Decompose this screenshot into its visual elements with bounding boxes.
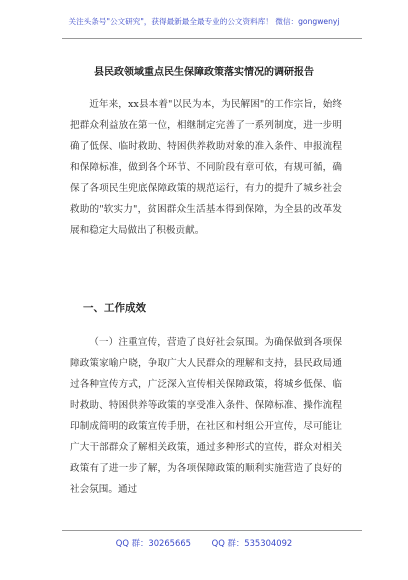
footer-divider <box>62 530 362 531</box>
document-title: 县民政领域重点民生保障政策落实情况的调研报告 <box>94 67 314 78</box>
section-1-paragraph: （一）注重宣传，营造了良好社会氛围。为确保做到各项保障政策家喻户晓，争取广大人民群众的理解和支持，县民政局通过各种宣传方式，广泛深入宣传相关保障政策，将城乡低保、临时救助、特困供养等政策的享受准入条件、保障标准、操作流程印制成简明的政策宣传手册，在社区和村组公开宣传，尽可能让广大干部群众了解相关政策，通过多种形式的宣传，群众对相关政策有了进一步了解，为各项保障政策的顺利实施营造了良好的社会氛围。通过 <box>70 337 342 495</box>
header-divider <box>62 38 362 39</box>
section-heading-work-results: 一、工作成效 <box>83 302 146 314</box>
footer-contact <box>0 537 408 549</box>
footer-qq-group-2: QQ 群：535304092 <box>211 538 293 548</box>
intro-paragraph: 近年来，xx县本着"以民为本，为民解困"的工作宗旨，始终把群众利益放在第一位，相继制定完善了一系列制度，进一步明确了低保、临时救助、特困供养救助对象的准入条件、申报流程和保障标准，做到各个环节、不同阶段有章可依，有规可循，确保了各项民生兜底保障政策的规范运行，有力的提升了城乡社会救助的"软实力"，贫困群众生活基本得到保障，为全县的改革发展和稳定大局做出了积极贡献。 <box>70 99 342 236</box>
footer-qq-group-1: QQ 群：30265665 <box>115 538 191 548</box>
header-promo-note: 关注头条号"公文研究"，获得最新最全最专业的公文资料库！ 微信：gongwenyj <box>68 17 340 26</box>
